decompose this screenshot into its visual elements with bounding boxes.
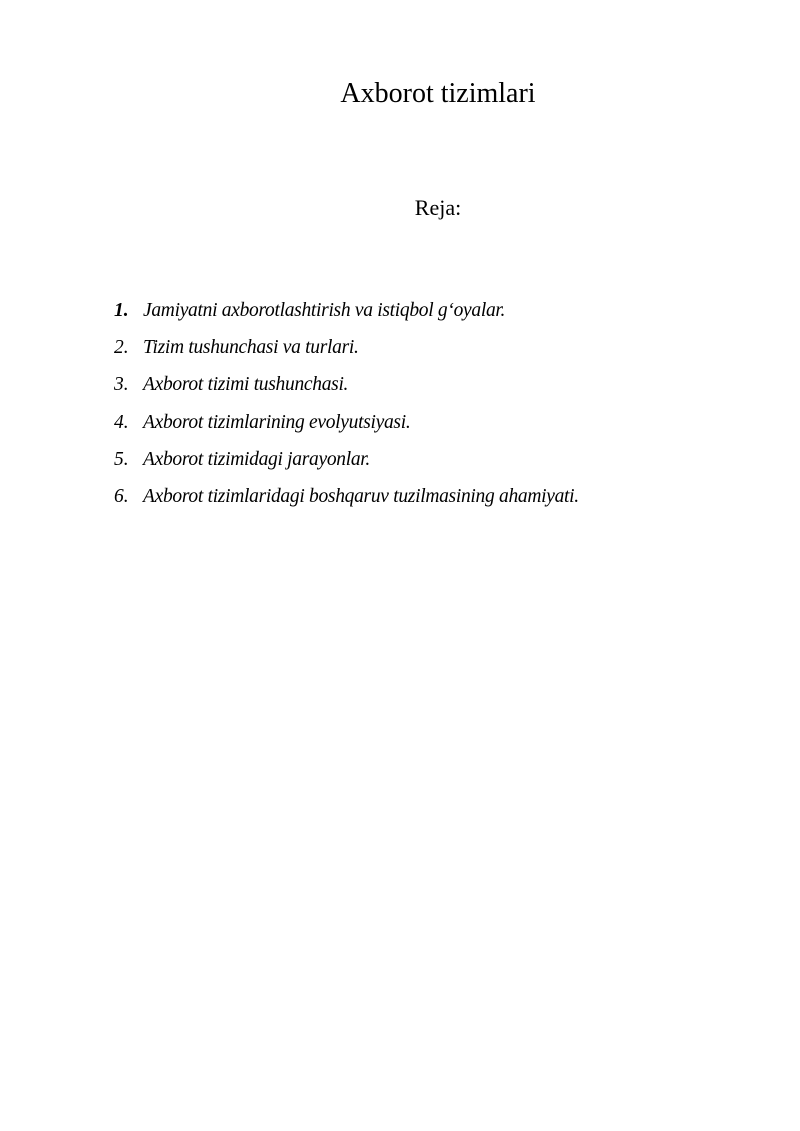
plan-heading: Reja: xyxy=(414,195,462,220)
plan-item-text: Axborot tizimlaridagi boshqaruv tuzilmasining ahamiyati. xyxy=(143,485,579,507)
plan-item-text: Axborot tizimlarining evolyutsiyasi. xyxy=(143,411,411,433)
plan-item-5 xyxy=(0,445,800,482)
plan-item-text: Tizim tushunchasi va turlari. xyxy=(143,337,359,359)
plan-item-number: 3. xyxy=(114,374,129,396)
plan-item-number: 5. xyxy=(114,448,129,470)
plan-item-2 xyxy=(0,333,800,370)
plan-item-4 xyxy=(0,408,800,445)
plan-item-text: Jamiyatni axborotlashtirish va istiqbol g‘oyalar. xyxy=(143,300,506,321)
plan-item-3 xyxy=(0,370,800,407)
plan-item-number: 2. xyxy=(114,337,129,359)
plan-item-1 xyxy=(0,296,800,333)
plan-item-text: Axborot tizimi tushunchasi. xyxy=(143,374,349,396)
plan-item-number: 1. xyxy=(114,300,129,321)
plan-item-text: Axborot tizimidagi jarayonlar. xyxy=(143,448,370,470)
plan-item-number: 4. xyxy=(114,411,129,433)
plan-item-number: 6. xyxy=(114,485,129,507)
page-title: Axborot tizimlari xyxy=(340,78,536,109)
plan-item-6 xyxy=(0,482,800,519)
plan-list xyxy=(0,296,800,519)
